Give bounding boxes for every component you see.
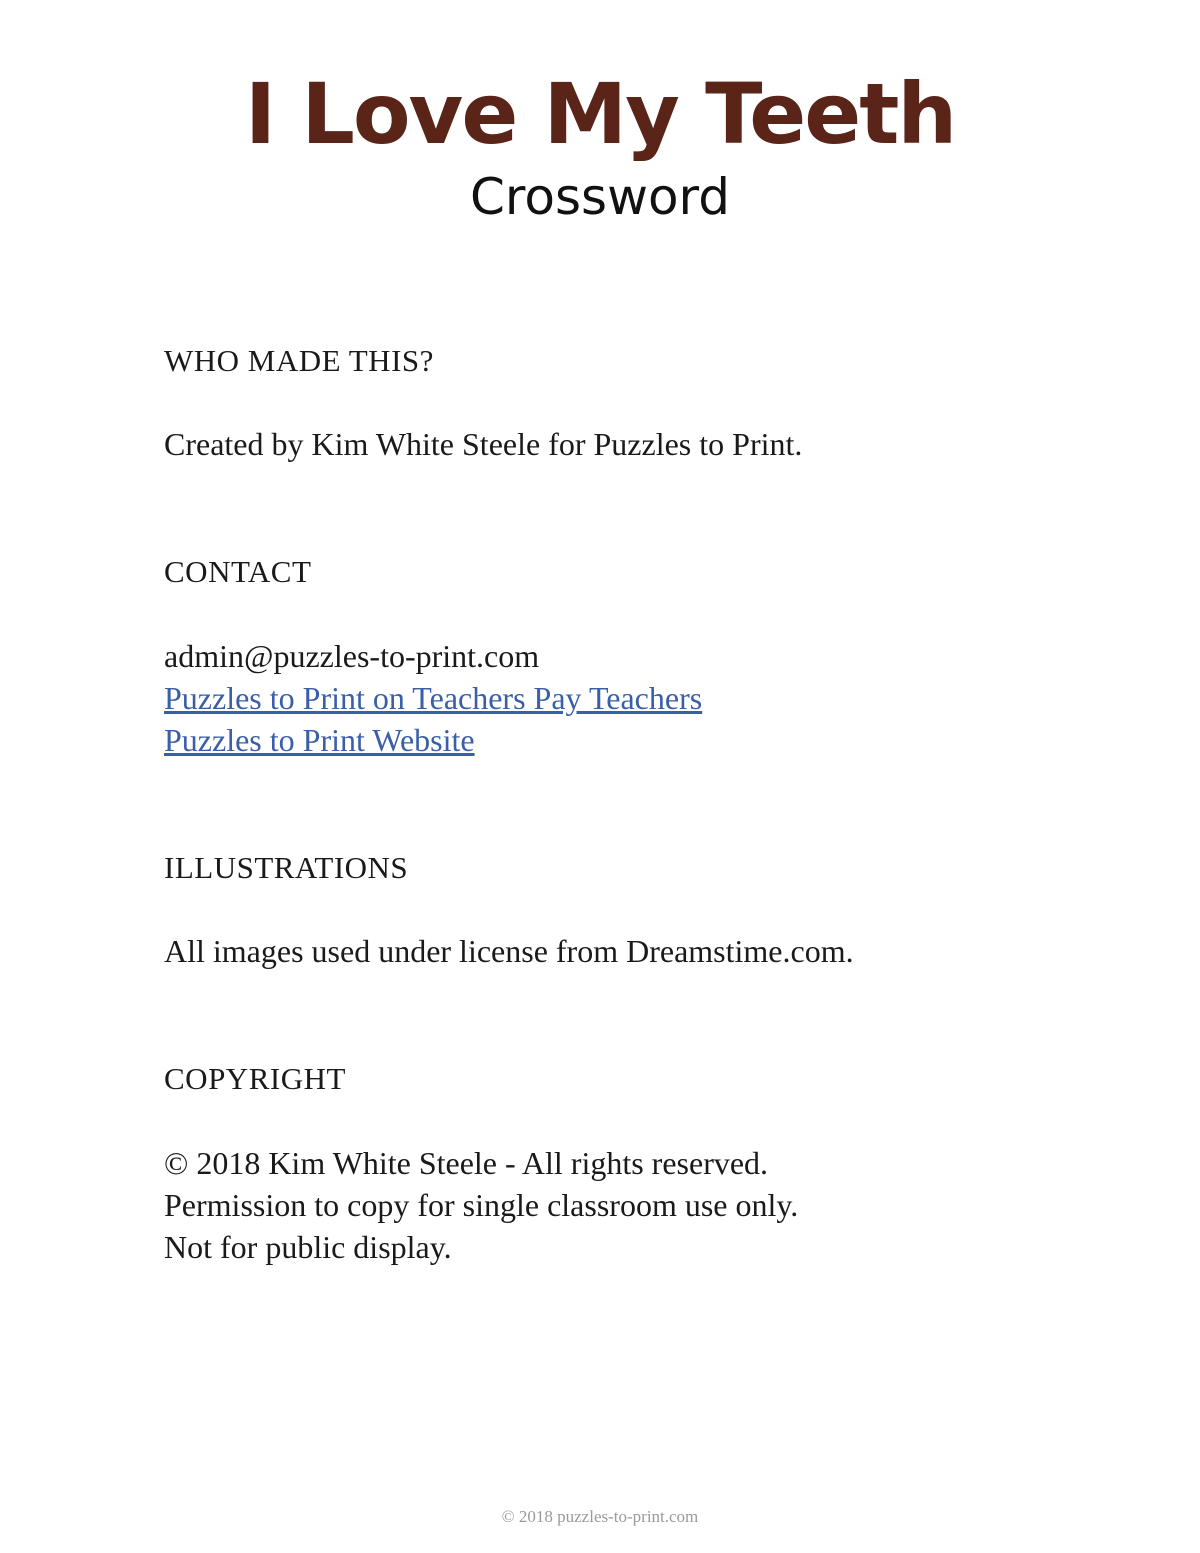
contact-block (164, 635, 702, 761)
contact-email: admin@puzzles-to-print.com (164, 638, 540, 674)
contact-heading: CONTACT (164, 554, 312, 589)
illustrations-heading: ILLUSTRATIONS (164, 850, 409, 885)
illustrations-text: All images used under license from Dreamstime.com. (164, 933, 854, 969)
footer-copyright: © 2018 puzzles-to-print.com (501, 1507, 699, 1526)
page-subtitle: Crossword (470, 168, 730, 226)
copyright-heading: COPYRIGHT (164, 1061, 346, 1096)
copyright-line-1: © 2018 Kim White Steele - All rights reserved. (164, 1145, 769, 1181)
illustrations-block (164, 930, 854, 972)
copyright-block (164, 1142, 798, 1268)
copyright-line-2: Permission to copy for single classroom use only. (164, 1187, 799, 1223)
copyright-line-3: Not for public display. (164, 1229, 452, 1265)
tpt-store-link[interactable]: Puzzles to Print on Teachers Pay Teachers (164, 680, 703, 716)
who-made-this-text (164, 423, 802, 465)
creator-text: Created by Kim White Steele for Puzzles to Print. (164, 426, 803, 462)
page-title: I Love My Teeth (244, 65, 956, 163)
who-made-this-heading: WHO MADE THIS? (164, 343, 434, 378)
website-link[interactable]: Puzzles to Print Website (164, 722, 475, 758)
